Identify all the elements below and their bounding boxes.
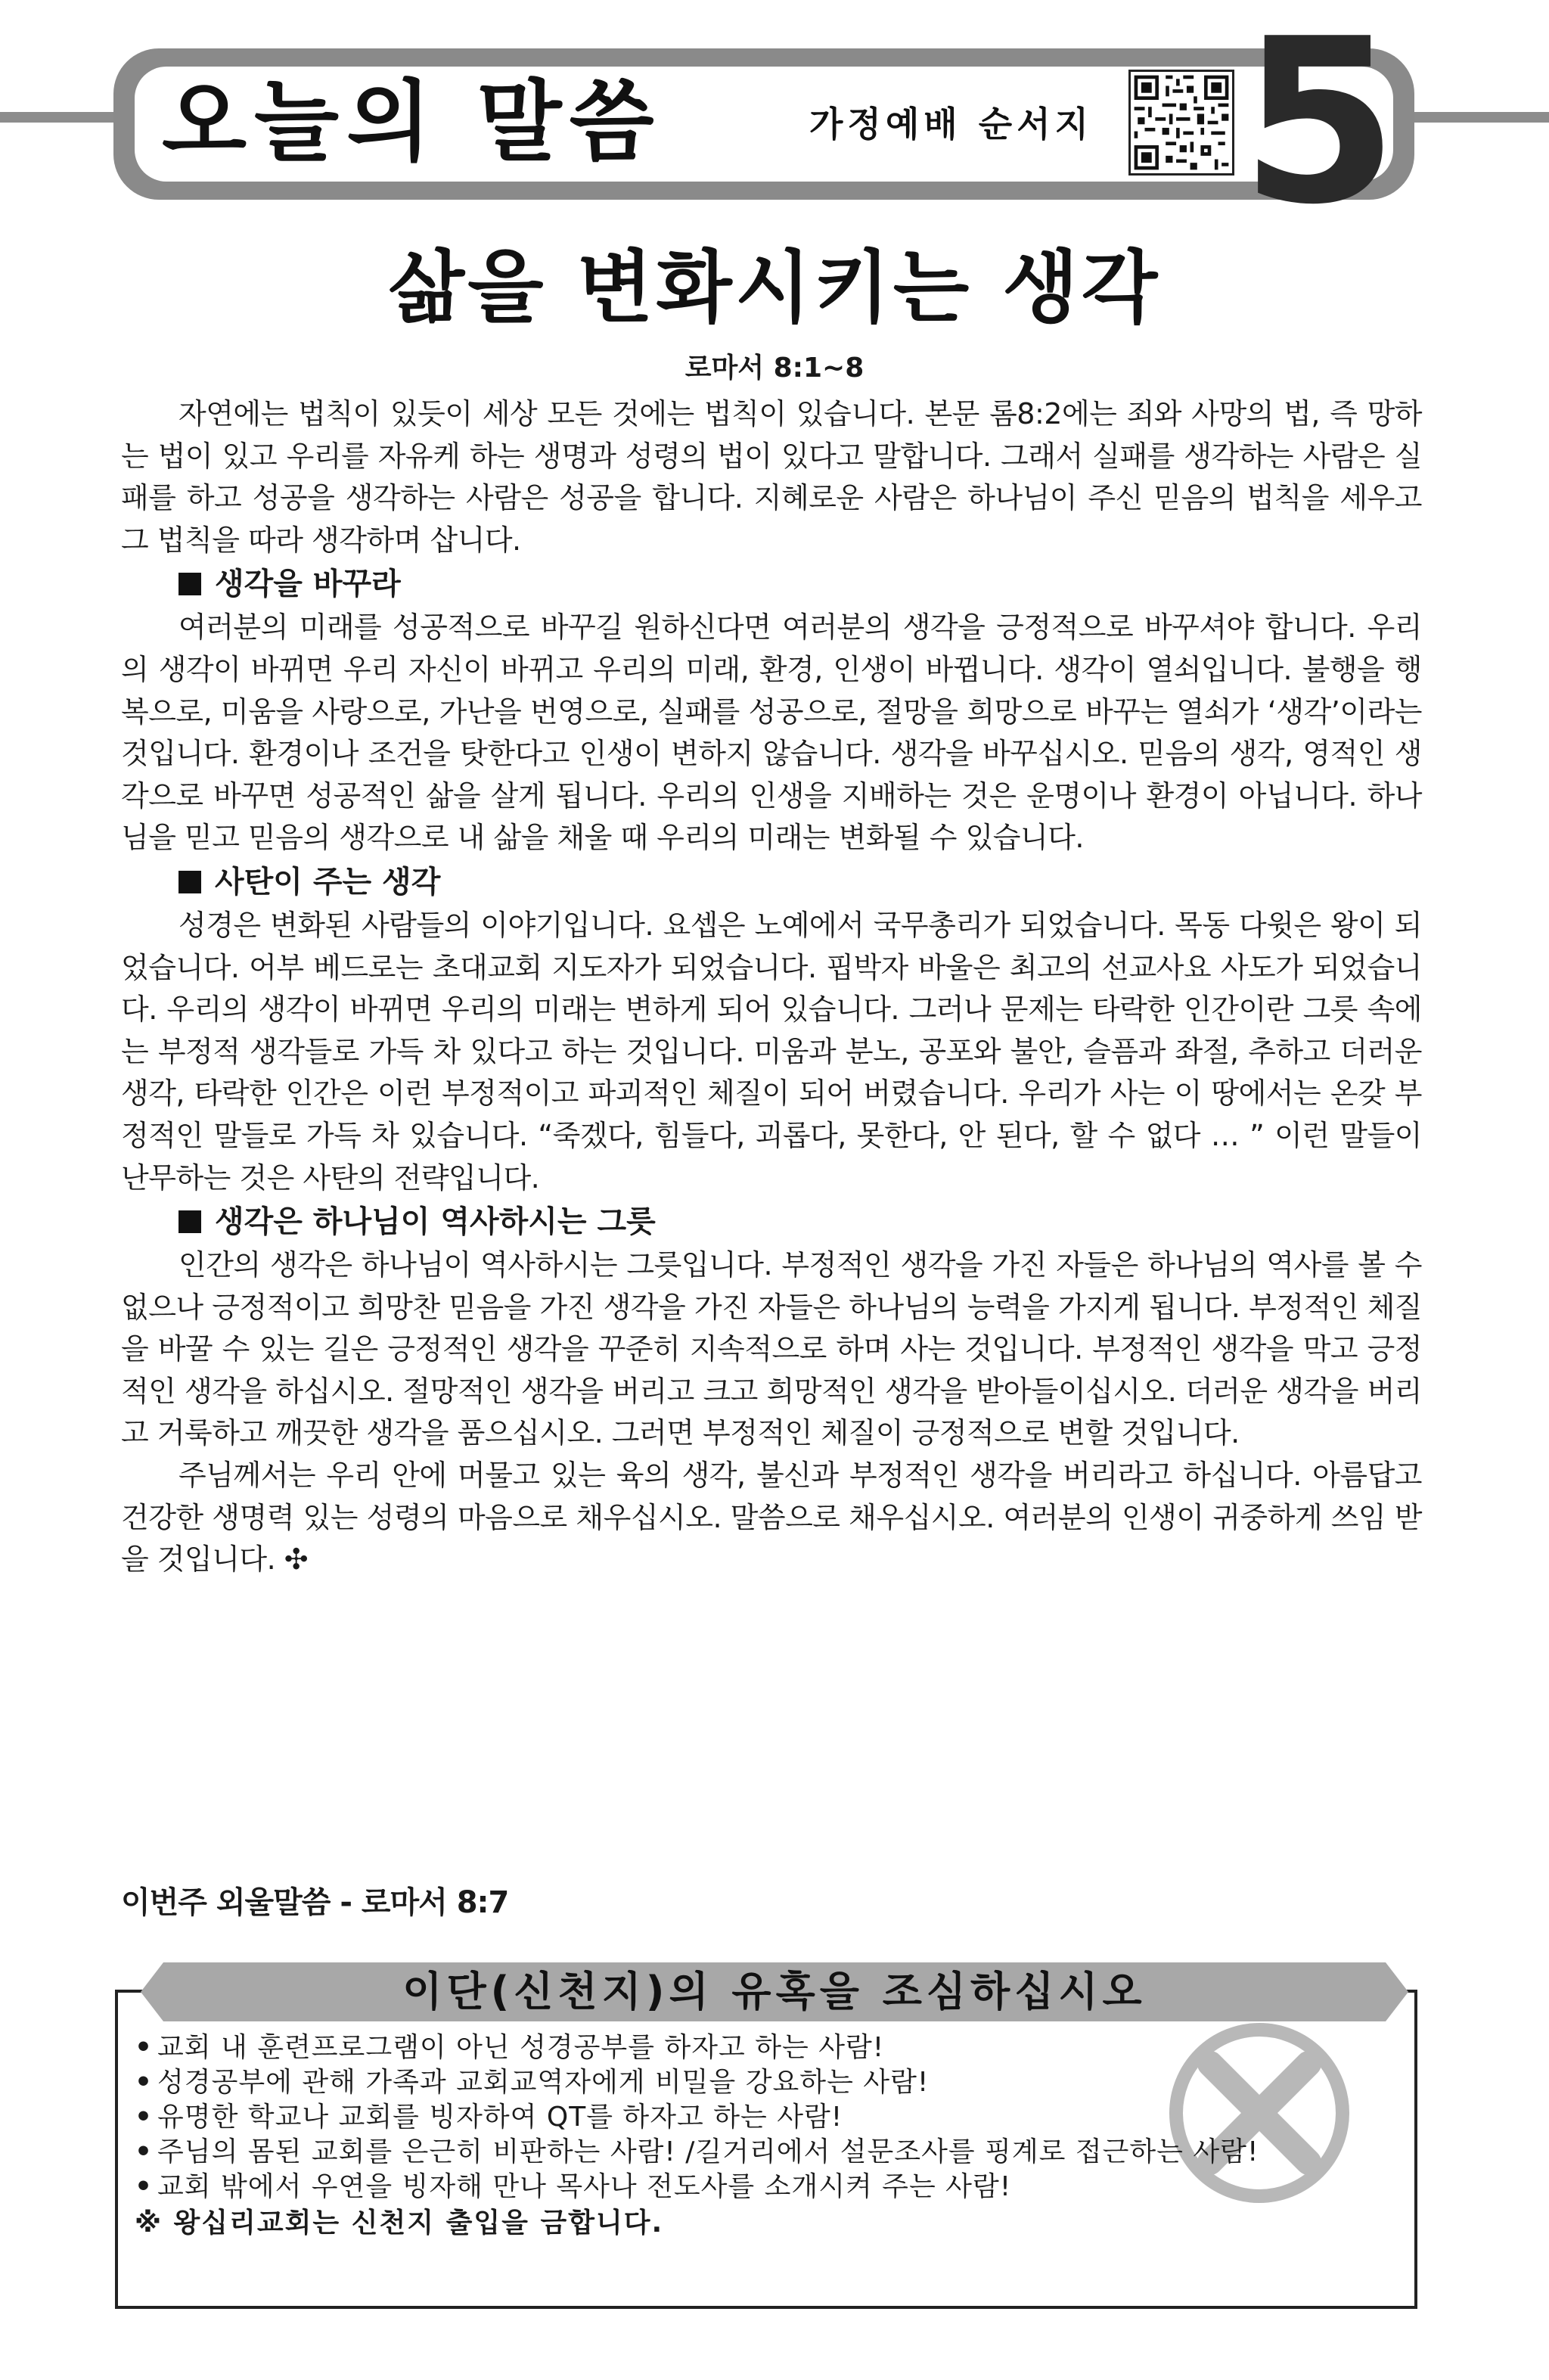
qr-code-graphic: [1131, 72, 1232, 173]
section-paragraph: 여러분의 미래를 성공적으로 바꾸길 원하신다면 여러분의 생각을 긍정적으로 바꾸셔야 합니다. 우리의 생각이 바뀌면 우리 자신이 바뀌고 우리의 미래, 환경, 인생이 바뀝니다. 생각이 열쇠입니다. 불행을 행복으로, 미움을 사랑으로, 가난을 번영으로, 실패를 성공으로, 절망을 희망으로 바꾸는 열쇠가 ‘생각’이라는 것입니다. 환경이나 조건을 탓한다고 인생이 변하지 않습니다. 생각을 바꾸십시오. 믿음의 생각, 영적인 생각으로 바꾸면 성공적인 삶을 살게 됩니다. 우리의 인생을 지배하는 것은 운명이나 환경이 아닙니다. 하나님을 믿고 믿음의 생각으로 내 삶을 채울 때 우리의 미래는 변화될 수 있습니다.: [121, 611, 1422, 855]
memory-verse: 이번주 외울말씀 - 로마서 8:7: [121, 1885, 509, 1920]
bullet-dot: •: [135, 2136, 154, 2167]
square-bullet-icon: [178, 871, 201, 893]
bullet-dot: •: [135, 2102, 154, 2133]
section-heading: [178, 861, 1422, 903]
header-title: 오늘의 말씀: [162, 71, 662, 173]
section-heading-text: 생각을 바꾸라: [215, 567, 401, 602]
bullet-dot: •: [135, 2067, 154, 2098]
bullet-dot: •: [135, 2032, 154, 2063]
warning-item: [135, 2100, 1259, 2135]
section-paragraph: 성경은 변화된 사람들의 이야기입니다. 요셉은 노예에서 국무총리가 되었습니다. 목동 다윗은 왕이 되었습니다. 어부 베드로는 초대교회 지도자가 되었습니다. 핍박자 바울은 최고의 선교사요 사도가 되었습니다. 우리의 생각이 바뀌면 우리의 미래는 변하게 되어 있습니다. 그러나 문제는 타락한 인간이란 그릇 속에는 부정적 생각들로 가득 차 있다고 하는 것입니다. 미움과 분노, 공포와 불안, 슬픔과 좌절, 추하고 더러운 생각, 타락한 인간은 이런 부정적이고 파괴적인 체질이 되어 버렸습니다. 우리가 사는 이 땅에서는 온갖 부정적인 말들로 가득 차 있습니다. “죽겠다, 힘들다, 괴롭다, 못한다, 안 된다, 할 수 없다 … ” 이런 말들이 난무하는 것은 사탄의 전략입니다.: [121, 908, 1422, 1195]
article-body: [121, 393, 1422, 1581]
section-heading: [178, 563, 1422, 605]
square-bullet-icon: [178, 573, 201, 595]
warning-item: [135, 2135, 1259, 2170]
section-heading: [178, 1201, 1422, 1243]
square-bullet-icon: [178, 1210, 201, 1233]
qr-code-icon[interactable]: [1128, 70, 1234, 176]
warning-item: [135, 2030, 1259, 2065]
section-paragraph: 인간의 생각은 하나님이 역사하시는 그릇입니다. 부정적인 생각을 가진 자들은 하나님의 역사를 볼 수 없으나 긍정적이고 희망찬 믿음을 가진 생각을 가진 자들은 하나님의 능력을 가지게 됩니다. 부정적인 체질을 바꿀 수 있는 길은 긍정적인 생각을 꾸준히 지속적으로 하며 사는 것입니다. 부정적인 생각을 막고 긍정적인 생각을 하십시오. 절망적인 생각을 버리고 크고 희망적인 생각을 받아들이십시오. 더러운 생각을 버리고 거룩하고 깨끗한 생각을 품으십시오. 그러면 부정적인 체질이 긍정적으로 변할 것입니다.: [121, 1248, 1422, 1450]
scripture-reference: 로마서 8:1~8: [684, 353, 865, 384]
intro-paragraph: 자연에는 법칙이 있듯이 세상 모든 것에는 법칙이 있습니다. 본문 롬8:2에는 죄와 사망의 법, 즉 망하는 법이 있고 우리를 자유케 하는 생명과 성령의 법이 있다고 말합니다. 그래서 실패를 생각하는 사람은 실패를 하고 성공을 생각하는 사람은 성공을 합니다. 지혜로운 사람은 하나님이 주신 믿음의 법칙을 세우고 그 법칙을 따라 생각하며 삽니다.: [121, 397, 1422, 557]
warning-item-text: 교회 밖에서 우연을 빙자해 만나 목사나 전도사를 소개시켜 주는 사람!: [157, 2171, 1012, 2202]
section-heading-text: 생각은 하나님이 역사하시는 그릇: [215, 1204, 656, 1240]
header-subtitle: 가정예배 순서지: [809, 104, 1094, 144]
warning-item-text: 성경공부에 관해 가족과 교회교역자에게 비밀을 강요하는 사람!: [157, 2067, 930, 2098]
bullet-dot: •: [135, 2171, 154, 2202]
page-number: 5: [1240, 0, 1398, 254]
warning-title: 이단(신천지)의 유혹을 조심하십시오: [402, 1968, 1147, 2015]
warning-item-text: 유명한 학교나 교회를 빙자하여 QT를 하자고 하는 사람!: [157, 2102, 843, 2133]
closing-paragraph: 주님께서는 우리 안에 머물고 있는 육의 생각, 불신과 부정적인 생각을 버리라고 하십니다. 아름답고 건강한 생명력 있는 성령의 마음으로 채우십시오. 말씀으로 채우십시오. 여러분의 인생이 귀중하게 쓰임 받을 것입니다. ✣: [121, 1459, 1422, 1577]
warning-item-text: 교회 내 훈련프로그램이 아닌 성경공부를 하자고 하는 사람!: [157, 2032, 885, 2063]
warning-item: [135, 2170, 1259, 2204]
warning-item: [135, 2065, 1259, 2100]
article-title: 삶을 변화시키는 생각: [388, 241, 1161, 334]
warning-note: ※ 왕십리교회는 신천지 출입을 금합니다.: [135, 2208, 664, 2239]
section-heading-text: 사탄이 주는 생각: [215, 864, 441, 899]
warning-list: [135, 2030, 1259, 2204]
warning-item-text: 주님의 몸된 교회를 은근히 비판하는 사람! /길거리에서 설문조사를 핑계로 접근하는 사람!: [157, 2136, 1259, 2167]
